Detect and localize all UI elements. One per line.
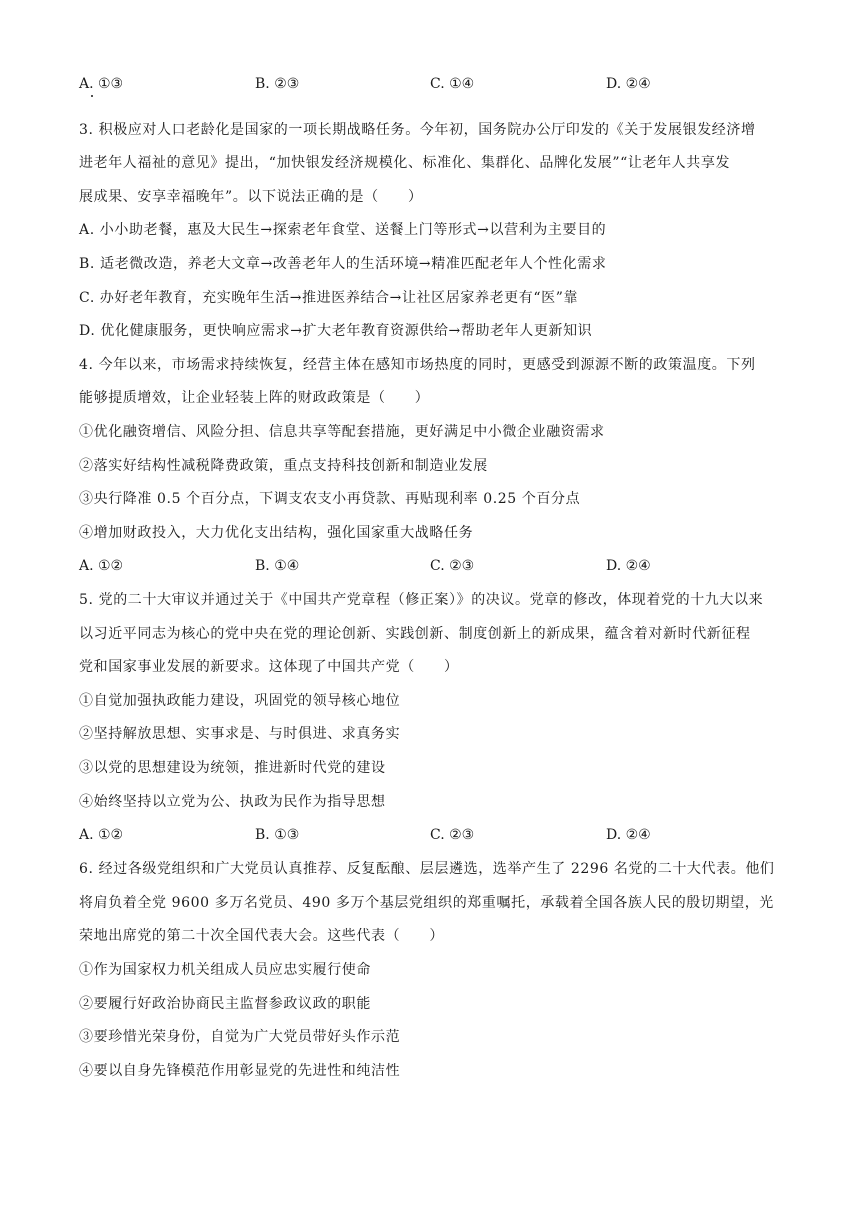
q3-choice-c: C. 办好老年教育，充实晚年生活→推进医养结合→让社区居家养老更有“医”靠 bbox=[79, 290, 579, 306]
q4-option-b: B. ①④ bbox=[255, 558, 300, 574]
q3-stem-line: 3. 积极应对人口老龄化是国家的一项长期战略任务。今年初，国务院办公厅印发的《关于发展银发经济增 bbox=[79, 122, 756, 138]
q3-choice-b: B. 适老微改造，养老大文章→改善老年人的生活环境→精准匹配老年人个性化需求 bbox=[79, 256, 607, 272]
q3-stem-line: 展成果、安享幸福晚年”。以下说法正确的是（ ） bbox=[79, 189, 423, 205]
q4-option-d: D. ②④ bbox=[606, 558, 651, 574]
q2-option-d: D. ②④ bbox=[606, 76, 651, 92]
q6-stem-line: 6. 经过各级党组织和广大党员认真推荐、反复酝酿、层层遴选，选举产生了 2296 名党的二十大代表。他们 bbox=[79, 861, 775, 877]
q4-item-2: ②落实好结构性减税降费政策，重点支持科技创新和制造业发展 bbox=[79, 458, 488, 474]
q5-options bbox=[79, 825, 779, 845]
q4-item-3: ③央行降准 0.5 个百分点，下调支农支小再贷款、再贴现利率 0.25 个百分点 bbox=[79, 491, 581, 507]
q4-option-a: A. ①② bbox=[79, 558, 124, 574]
q6-item-1: ①作为国家权力机关组成人员应忠实履行使命 bbox=[79, 962, 371, 978]
q4-item-4: ④增加财政投入，大力优化支出结构，强化国家重大战略任务 bbox=[79, 525, 474, 541]
q3-stem-line: 进老年人福祉的意见》提出，“加快银发经济规模化、标准化、集群化、品牌化发展”“让老年人共享发 bbox=[79, 155, 731, 171]
q6-item-3: ③要珍惜光荣身份，自觉为广大党员带好头作示范 bbox=[79, 1029, 401, 1045]
q5-item-2: ②坚持解放思想、实事求是、与时俱进、求真务实 bbox=[79, 726, 401, 742]
q6-stem-line: 荣地出席党的第二十次全国代表大会。这些代表（ ） bbox=[79, 928, 444, 944]
q5-item-1: ①自觉加强执政能力建设，巩固党的领导核心地位 bbox=[79, 693, 401, 709]
q5-option-a: A. ①② bbox=[79, 827, 124, 843]
emphasis-dot bbox=[91, 95, 93, 97]
q5-item-4: ④始终坚持以立党为公、执政为民作为指导思想 bbox=[79, 794, 386, 810]
q3-choice-d: D. 优化健康服务，更快响应需求→扩大老年教育资源供给→帮助老年人更新知识 bbox=[79, 323, 593, 339]
q5-option-c: C. ②③ bbox=[430, 827, 475, 843]
q2-options bbox=[79, 74, 779, 94]
q4-options bbox=[79, 556, 779, 576]
q5-stem-line: 5. 党的二十大审议并通过关于《中国共产党章程（修正案）》的决议。党章的修改，体现着党的十九大以来 bbox=[79, 592, 764, 608]
q2-option-a: A. ①③ bbox=[79, 76, 124, 92]
q2-option-c: C. ①④ bbox=[430, 76, 475, 92]
q5-item-3: ③以党的思想建设为统领，推进新时代党的建设 bbox=[79, 760, 386, 776]
q4-option-c: C. ②③ bbox=[430, 558, 475, 574]
q3-choice-a: A. 小小助老餐，惠及大民生→探索老年食堂、送餐上门等形式→以营利为主要目的 bbox=[79, 222, 607, 238]
q5-option-b: B. ①③ bbox=[255, 827, 300, 843]
q5-stem-line: 党和国家事业发展的新要求。这体现了中国共产党（ ） bbox=[79, 659, 459, 675]
q4-stem-line: 4. 今年以来，市场需求持续恢复，经营主体在感知市场热度的同时，更感受到源源不断的政策温度。下列 bbox=[79, 357, 756, 373]
q6-item-2: ②要履行好政治协商民主监督参政议政的职能 bbox=[79, 996, 371, 1012]
q6-item-4: ④要以自身先锋模范作用彰显党的先进性和纯洁性 bbox=[79, 1063, 401, 1079]
q5-stem-line: 以习近平同志为核心的党中央在党的理论创新、实践创新、制度创新上的新成果，蕴含着对新时代新征程 bbox=[79, 626, 751, 642]
q5-option-d: D. ②④ bbox=[606, 827, 651, 843]
q4-item-1: ①优化融资增信、风险分担、信息共享等配套措施，更好满足中小微企业融资需求 bbox=[79, 424, 605, 440]
q4-stem-line: 能够提质增效，让企业轻装上阵的财政政策是（ ） bbox=[79, 390, 430, 406]
q6-stem-line: 将肩负着全党 9600 多万名党员、490 多万个基层党组织的郑重嘱托，承载着全国各族人民的殷切期望，光 bbox=[79, 895, 774, 911]
q2-option-b: B. ②③ bbox=[255, 76, 300, 92]
